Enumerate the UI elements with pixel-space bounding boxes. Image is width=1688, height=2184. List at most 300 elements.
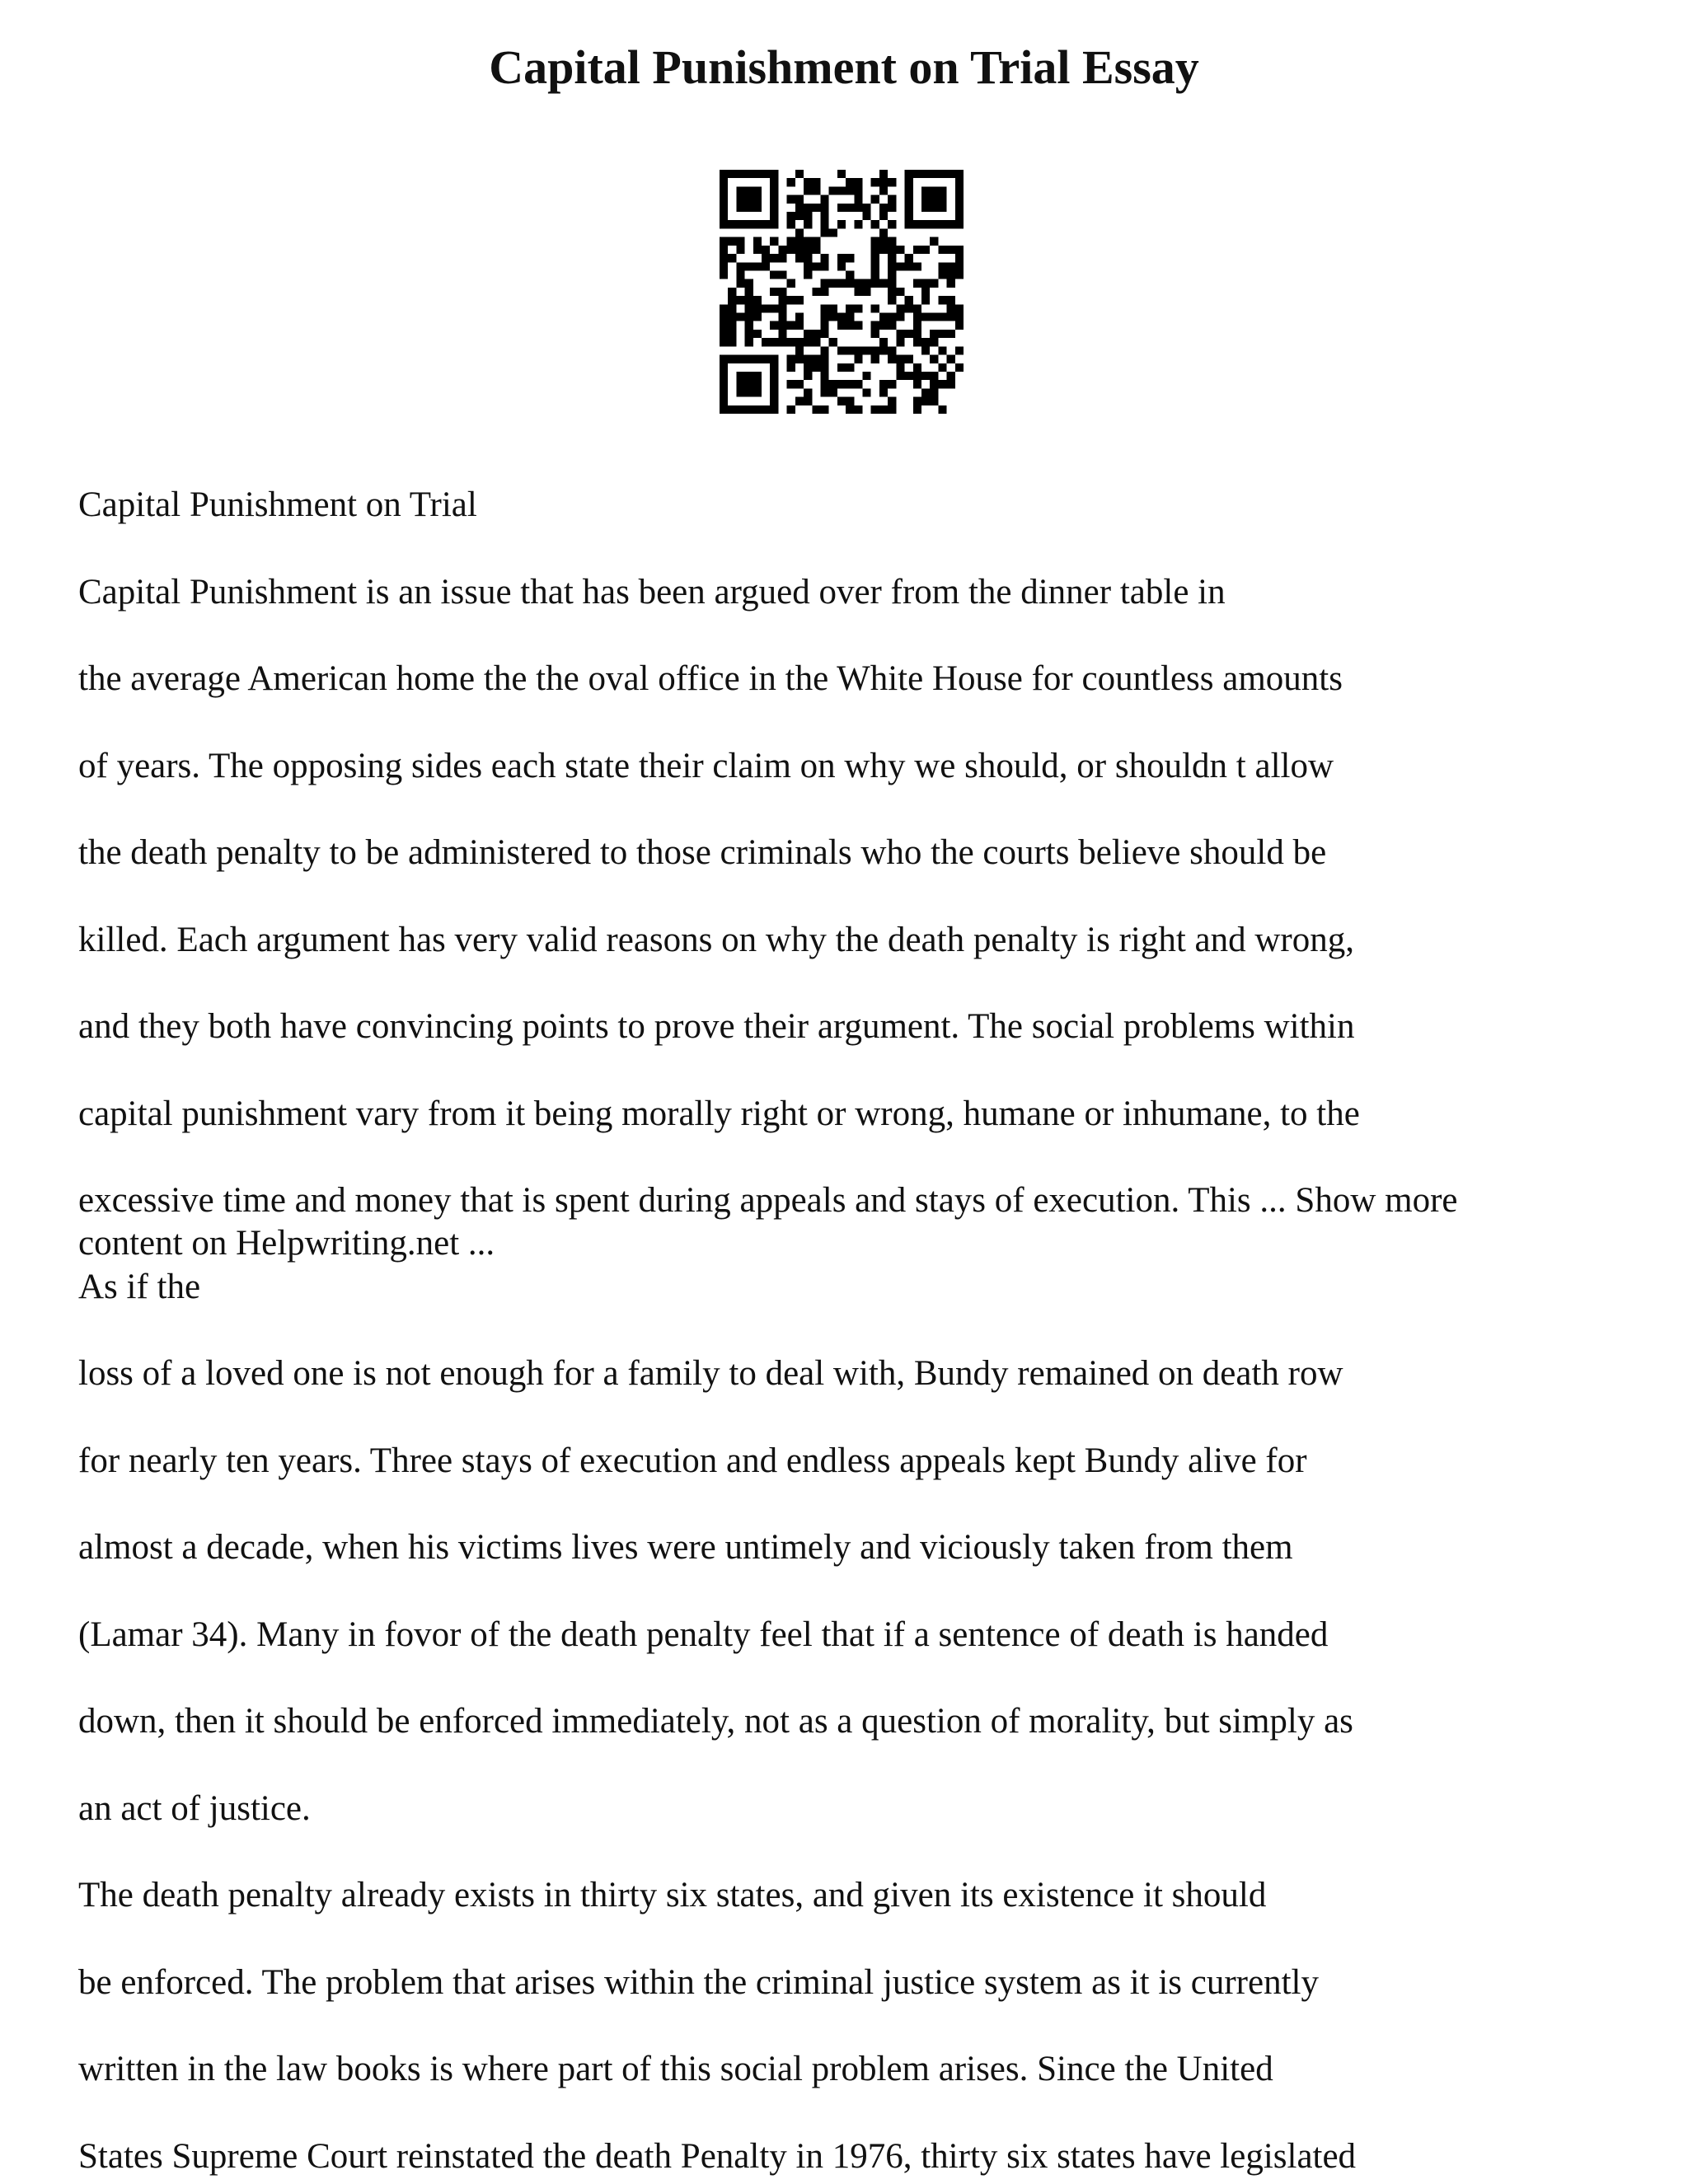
qr-module (804, 237, 812, 246)
qr-module (745, 195, 753, 204)
qr-module (896, 363, 904, 372)
qr-module (921, 195, 930, 204)
qr-module (778, 330, 786, 338)
qr-module (879, 338, 888, 346)
qr-module (888, 288, 896, 296)
qr-module (804, 363, 812, 372)
qr-module (787, 195, 795, 204)
qr-module (846, 279, 854, 288)
qr-module (728, 321, 736, 330)
qr-module (930, 330, 938, 338)
qr-module (795, 380, 804, 388)
qr-module (854, 178, 862, 186)
qr-module (921, 288, 930, 296)
essay-line: capital punishment vary from it being morally right or wrong, humane or inhumane, to the (78, 1094, 1360, 1133)
essay-line: down, then it should be enforced immediately, not as a question of morality, but simply as (78, 1702, 1353, 1741)
qr-module (829, 388, 837, 396)
qr-module (820, 372, 828, 380)
qr-module (921, 338, 930, 346)
qr-module (879, 204, 888, 212)
qr-module (879, 321, 888, 330)
qr-module (905, 220, 913, 228)
essay-line: (Lamar 34). Many in fovor of the death penalty feel that if a sentence of death is handed (78, 1615, 1329, 1654)
qr-module (795, 195, 804, 204)
qr-module (787, 355, 795, 363)
qr-module (955, 363, 964, 372)
qr-module (863, 372, 871, 380)
qr-module (938, 380, 946, 388)
qr-module (770, 372, 778, 380)
qr-module (913, 372, 921, 380)
qr-module (947, 296, 955, 304)
qr-module (770, 237, 778, 246)
qr-module (795, 170, 804, 178)
qr-module (812, 178, 820, 186)
qr-module (820, 321, 828, 330)
qr-module (913, 405, 921, 414)
qr-module (896, 288, 904, 296)
qr-module (787, 237, 795, 246)
qr-module (837, 313, 846, 321)
qr-module (812, 330, 820, 338)
qr-module (879, 170, 888, 178)
qr-module (804, 254, 812, 262)
qr-module (753, 186, 762, 194)
qr-module (745, 321, 753, 330)
qr-module (770, 254, 778, 262)
qr-module (736, 204, 744, 212)
qr-module (921, 372, 930, 380)
qr-module (854, 195, 862, 204)
qr-module (762, 254, 770, 262)
qr-module (913, 170, 921, 178)
qr-module (955, 313, 964, 321)
qr-module (854, 288, 862, 296)
qr-module (812, 288, 820, 296)
qr-module (837, 279, 846, 288)
qr-module (720, 304, 728, 312)
qr-module (812, 355, 820, 363)
qr-module (762, 405, 770, 414)
qr-module (905, 195, 913, 204)
essay-line: loss of a loved one is not enough for a family to deal with, Bundy remained on death row (78, 1354, 1343, 1393)
qr-module (795, 321, 804, 330)
qr-module (863, 212, 871, 220)
qr-module (837, 363, 846, 372)
qr-module (854, 346, 862, 354)
qr-module (888, 195, 896, 204)
qr-module (770, 186, 778, 194)
qr-module (854, 220, 862, 228)
essay-line: killed. Each argument has very valid reasons on why the death penalty is right and wrong, (78, 921, 1354, 959)
qr-module (888, 296, 896, 304)
qr-module (804, 212, 812, 220)
qr-module (745, 296, 753, 304)
qr-module (720, 380, 728, 388)
qr-module (728, 313, 736, 321)
qr-module (745, 279, 753, 288)
qr-module (812, 237, 820, 246)
qr-module (812, 204, 820, 212)
qr-module (854, 204, 862, 212)
qr-module (905, 170, 913, 178)
essay-line: and they both have convincing points to prove their argument. The social problems within (78, 1007, 1355, 1046)
qr-module (795, 346, 804, 354)
qr-module (930, 355, 938, 363)
qr-module (879, 388, 888, 396)
qr-module (745, 186, 753, 194)
essay-line: of years. The opposing sides each state their claim on why we should, or shouldn t allow (78, 747, 1334, 785)
qr-module (921, 313, 930, 321)
qr-module (947, 304, 955, 312)
qr-module (921, 388, 930, 396)
qr-module (947, 330, 955, 338)
qr-module (888, 279, 896, 288)
qr-module (871, 237, 879, 246)
qr-code-icon (720, 170, 964, 414)
qr-module (938, 195, 946, 204)
essay-line: excessive time and money that is spent during appeals and stays of execution. This ... Show more (78, 1181, 1458, 1220)
qr-module (837, 346, 846, 354)
qr-module (745, 388, 753, 396)
qr-module (955, 220, 964, 228)
qr-module (720, 405, 728, 414)
qr-module (787, 279, 795, 288)
qr-module (871, 346, 879, 354)
qr-module (829, 186, 837, 194)
qr-module (938, 170, 946, 178)
qr-module (871, 195, 879, 204)
qr-module (745, 288, 753, 296)
qr-module (896, 313, 904, 321)
qr-module (846, 204, 854, 212)
essay-line: the death penalty to be administered to those criminals who the courts believe should be (78, 833, 1327, 872)
qr-module (745, 405, 753, 414)
qr-module (770, 355, 778, 363)
qr-module (921, 220, 930, 228)
qr-module (947, 270, 955, 279)
qr-module (955, 195, 964, 204)
qr-module (812, 363, 820, 372)
qr-module (762, 355, 770, 363)
qr-module (820, 279, 828, 288)
qr-module (829, 279, 837, 288)
qr-module (913, 397, 921, 405)
qr-module (720, 262, 728, 270)
qr-module (888, 397, 896, 405)
qr-module (745, 338, 753, 346)
qr-module (770, 304, 778, 312)
qr-module (921, 397, 930, 405)
qr-module (955, 204, 964, 212)
qr-module (837, 170, 846, 178)
qr-module (753, 380, 762, 388)
qr-module (770, 178, 778, 186)
qr-module (863, 204, 871, 212)
qr-module (720, 254, 728, 262)
qr-module (879, 380, 888, 388)
qr-module (762, 220, 770, 228)
qr-module (753, 313, 762, 321)
qr-module (720, 388, 728, 396)
qr-module (736, 262, 744, 270)
qr-module (745, 204, 753, 212)
essay-line: The death penalty already exists in thirty six states, and given its existence it should (78, 1876, 1267, 1915)
qr-module (720, 220, 728, 228)
qr-module (888, 178, 896, 186)
qr-module (787, 405, 795, 414)
qr-module (736, 313, 744, 321)
qr-module (854, 321, 862, 330)
qr-module (905, 254, 913, 262)
qr-module (762, 338, 770, 346)
qr-module (879, 178, 888, 186)
qr-module (753, 170, 762, 178)
document-title: Capital Punishment on Trial Essay (489, 40, 1199, 94)
qr-module (720, 178, 728, 186)
qr-module (820, 254, 828, 262)
qr-module (938, 405, 946, 414)
qr-module (820, 304, 828, 312)
essay-heading: Capital Punishment on Trial (78, 485, 477, 524)
qr-module (804, 397, 812, 405)
qr-module (728, 254, 736, 262)
qr-module (770, 405, 778, 414)
qr-module (846, 380, 854, 388)
qr-module (938, 262, 946, 270)
qr-module (770, 195, 778, 204)
qr-module (930, 220, 938, 228)
qr-module (720, 355, 728, 363)
qr-module (913, 330, 921, 338)
qr-module (896, 304, 904, 312)
qr-module (778, 254, 786, 262)
qr-module (930, 380, 938, 388)
qr-module (854, 380, 862, 388)
qr-module (863, 388, 871, 396)
qr-module (770, 270, 778, 279)
qr-module (745, 170, 753, 178)
qr-module (820, 195, 828, 204)
qr-module (728, 338, 736, 346)
qr-module (736, 279, 744, 288)
qr-module (938, 186, 946, 194)
qr-module (888, 380, 896, 388)
qr-module (913, 246, 921, 254)
qr-module (879, 346, 888, 354)
qr-module (736, 195, 744, 204)
qr-module (905, 355, 913, 363)
qr-module (854, 405, 862, 414)
qr-module (921, 279, 930, 288)
qr-module (720, 204, 728, 212)
qr-module (955, 321, 964, 330)
qr-module (879, 228, 888, 237)
qr-module (804, 246, 812, 254)
qr-module (854, 186, 862, 194)
qr-module (812, 338, 820, 346)
qr-module (753, 405, 762, 414)
qr-module (837, 254, 846, 262)
qr-module (947, 279, 955, 288)
qr-module (753, 355, 762, 363)
qr-module (795, 228, 804, 237)
qr-module (736, 355, 744, 363)
qr-module (896, 338, 904, 346)
qr-module (913, 220, 921, 228)
qr-module (778, 296, 786, 304)
qr-module (728, 405, 736, 414)
qr-module (837, 220, 846, 228)
qr-module (871, 220, 879, 228)
qr-module (905, 178, 913, 186)
qr-module (947, 372, 955, 380)
qr-module (728, 170, 736, 178)
qr-module (770, 204, 778, 212)
qr-module (804, 355, 812, 363)
qr-module (736, 372, 744, 380)
essay-line: be enforced. The problem that arises within the criminal justice system as it is currently (78, 1963, 1319, 2002)
qr-module (778, 288, 786, 296)
qr-module (778, 246, 786, 254)
qr-module (947, 170, 955, 178)
qr-module (837, 397, 846, 405)
qr-module (938, 270, 946, 279)
qr-module (938, 220, 946, 228)
qr-module (736, 246, 744, 254)
qr-module (753, 246, 762, 254)
essay-line: for nearly ten years. Three stays of execution and endless appeals kept Bundy alive for (78, 1441, 1307, 1480)
qr-module (896, 262, 904, 270)
essay-line: States Supreme Court reinstated the death Penalty in 1976, thirty six states have legislated (78, 2137, 1357, 2176)
qr-module (720, 170, 728, 178)
qr-module (913, 321, 921, 330)
qr-module (753, 220, 762, 228)
essay-line: As if the (78, 1268, 201, 1306)
qr-module (812, 246, 820, 254)
qr-module (955, 346, 964, 354)
qr-module (804, 178, 812, 186)
essay-line: written in the law books is where part of this social problem arises. Since the United (78, 2050, 1273, 2088)
qr-module (888, 346, 896, 354)
qr-module (905, 186, 913, 194)
qr-module (930, 237, 938, 246)
essay-line: an act of justice. (78, 1789, 311, 1828)
qr-module (930, 170, 938, 178)
qr-module (787, 380, 795, 388)
qr-module (736, 220, 744, 228)
qr-module (804, 330, 812, 338)
qr-module (812, 262, 820, 270)
essay-line: content on Helpwriting.net ... (78, 1224, 495, 1263)
qr-module (778, 304, 786, 312)
qr-module (905, 262, 913, 270)
qr-module (888, 204, 896, 212)
qr-module (720, 246, 728, 254)
qr-module (795, 296, 804, 304)
qr-module (770, 220, 778, 228)
qr-module (947, 246, 955, 254)
qr-module (795, 355, 804, 363)
qr-module (846, 313, 854, 321)
qr-module (753, 388, 762, 396)
qr-module (879, 186, 888, 194)
qr-module (812, 186, 820, 194)
qr-module (938, 204, 946, 212)
qr-module (728, 220, 736, 228)
qr-module (820, 355, 828, 363)
qr-module (770, 397, 778, 405)
qr-module (863, 288, 871, 296)
qr-module (804, 338, 812, 346)
qr-module (728, 330, 736, 338)
qr-module (736, 405, 744, 414)
qr-module (837, 262, 846, 270)
qr-module (879, 405, 888, 414)
qr-module (938, 313, 946, 321)
qr-module (871, 262, 879, 270)
qr-module (787, 246, 795, 254)
qr-module (745, 372, 753, 380)
qr-module (896, 355, 904, 363)
qr-module (879, 212, 888, 220)
qr-module (905, 204, 913, 212)
qr-module (787, 363, 795, 372)
qr-module (762, 246, 770, 254)
qr-module (930, 397, 938, 405)
qr-module (921, 246, 930, 254)
qr-module (955, 254, 964, 262)
essay-line: almost a decade, when his victims lives were untimely and viciously taken from them (78, 1528, 1293, 1567)
qr-module (770, 338, 778, 346)
qr-module (736, 237, 744, 246)
qr-module (804, 262, 812, 270)
qr-module (770, 170, 778, 178)
qr-module (871, 254, 879, 262)
qr-module (863, 279, 871, 288)
qr-module (804, 372, 812, 380)
qr-module (829, 313, 837, 321)
qr-module (896, 246, 904, 254)
qr-module (778, 338, 786, 346)
qr-module (913, 304, 921, 312)
qr-module (921, 296, 930, 304)
qr-module (770, 212, 778, 220)
qr-module (879, 237, 888, 246)
qr-module (720, 186, 728, 194)
qr-module (820, 388, 828, 396)
qr-module (720, 338, 728, 346)
qr-module (888, 254, 896, 262)
qr-module (745, 380, 753, 388)
qr-module (938, 330, 946, 338)
qr-module (930, 195, 938, 204)
qr-module (896, 372, 904, 380)
qr-module (795, 246, 804, 254)
qr-module (879, 279, 888, 288)
qr-module (778, 270, 786, 279)
qr-module (770, 288, 778, 296)
qr-module (829, 304, 837, 312)
qr-module (921, 186, 930, 194)
qr-module (854, 355, 862, 363)
qr-module (888, 220, 896, 228)
qr-module (905, 372, 913, 380)
qr-module (837, 186, 846, 194)
qr-module (795, 204, 804, 212)
qr-module (955, 304, 964, 312)
qr-module (812, 405, 820, 414)
